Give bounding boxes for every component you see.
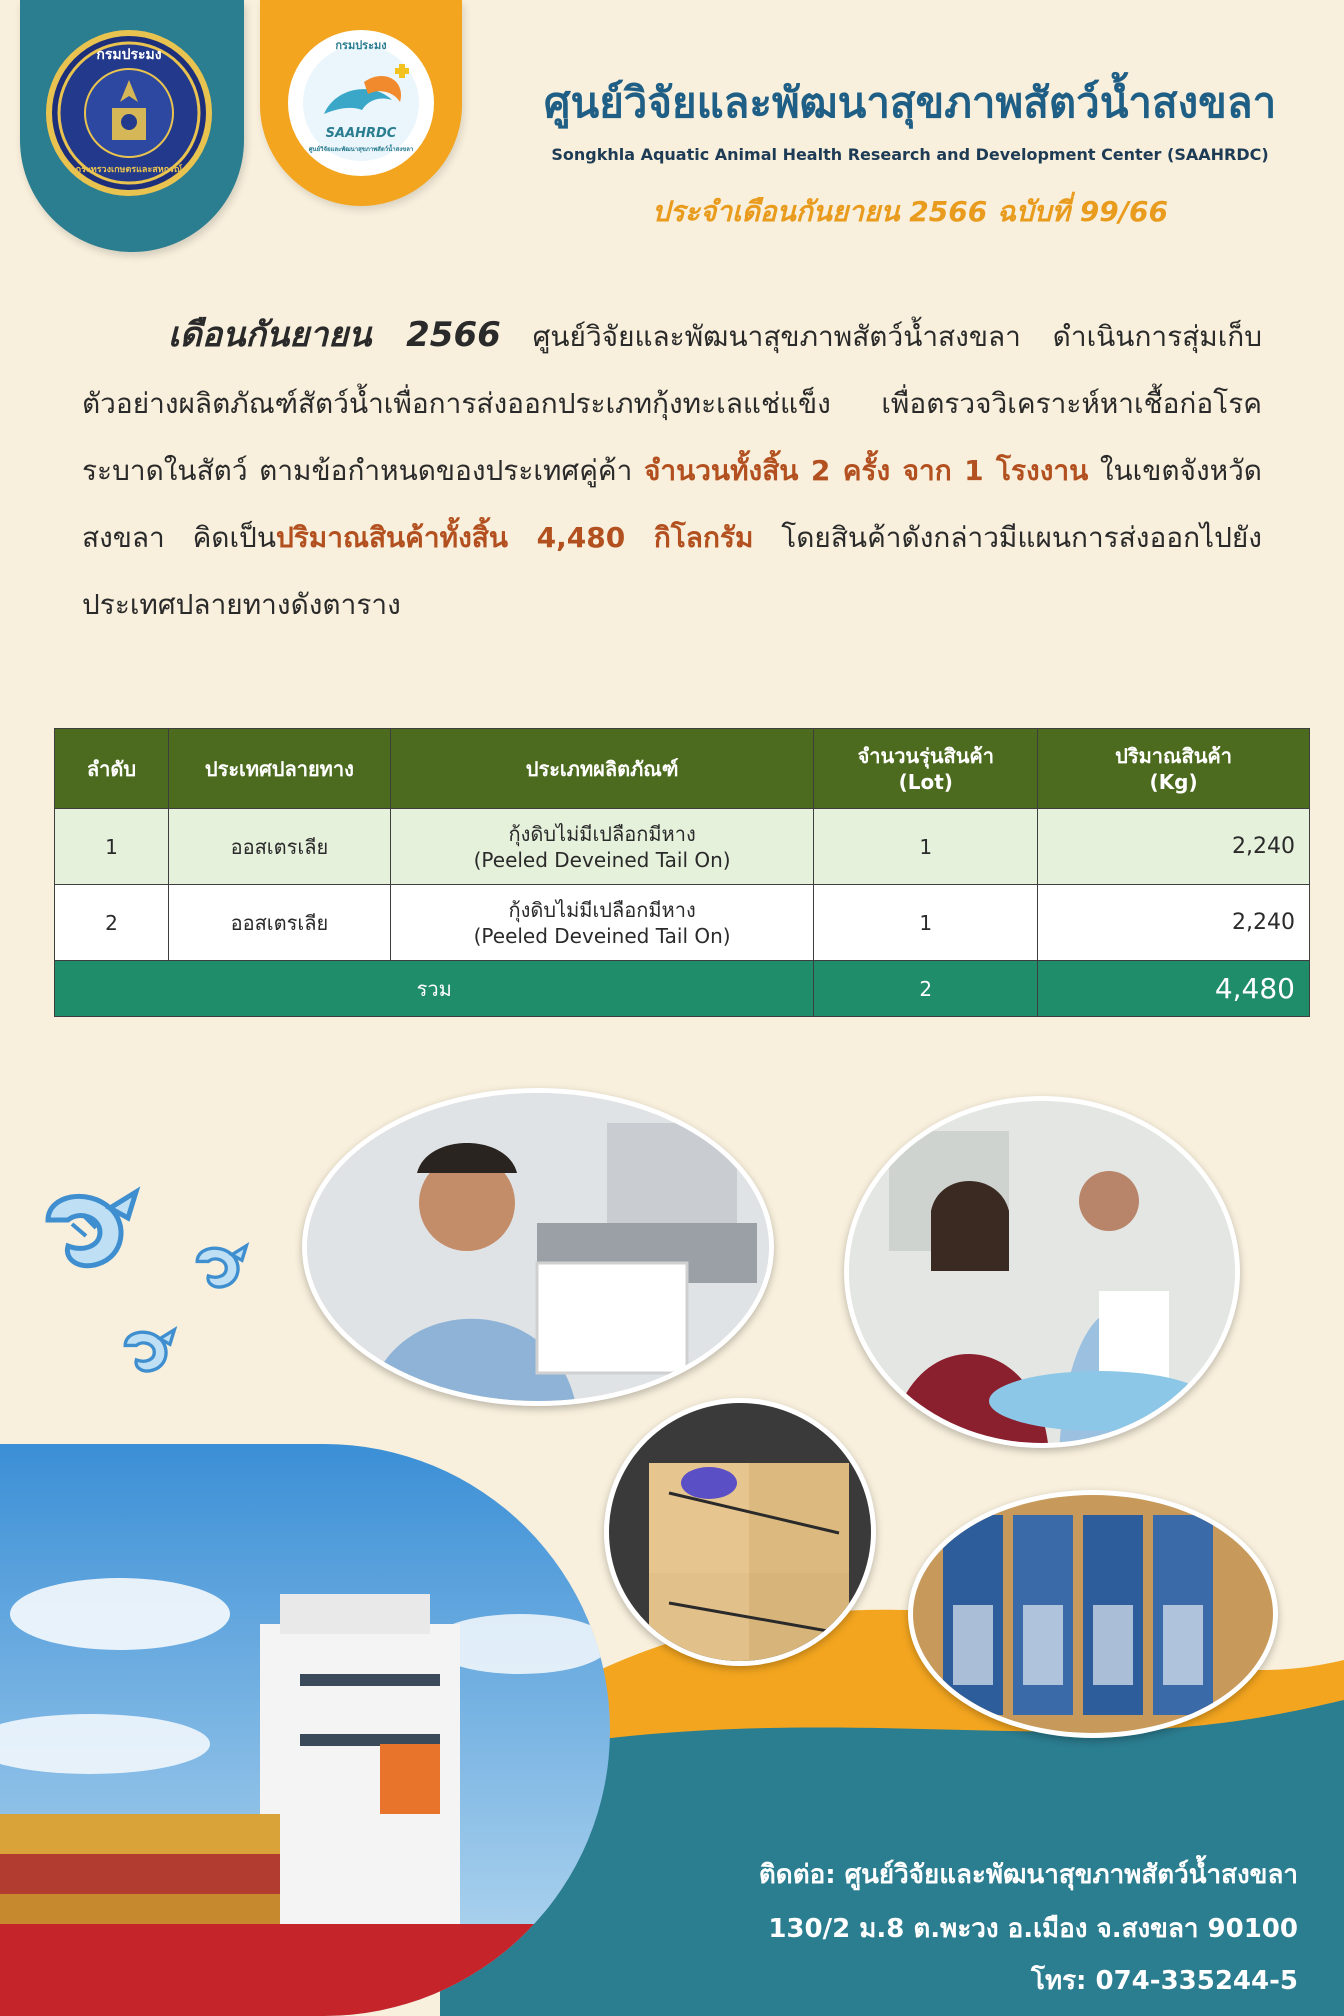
export-table <box>54 728 1310 1017</box>
lab-photo-signing-box <box>302 1088 774 1406</box>
page-title: ศูนย์วิจัยและพัฒนาสุขภาพสัตว์น้ำสงขลา <box>543 78 1277 127</box>
seal-bottom-text: กระทรวงเกษตรและสหกรณ์ <box>75 165 183 175</box>
header-quantity <box>1038 729 1310 809</box>
row-no: 1 <box>55 809 169 885</box>
table-row <box>55 885 1310 961</box>
table-row <box>55 809 1310 885</box>
header-lot-line2: (Lot) <box>898 769 953 794</box>
row-product-th: กุ้งดิบไม่มีเปลือกมีหาง <box>508 897 696 922</box>
intro-text-3: โดยสินค้าดังกล่าวมีแผนการส่งออกไปยังประเทศปลายทางดังตาราง <box>82 521 1262 621</box>
row-product-th: กุ้งดิบไม่มีเปลือกมีหาง <box>508 821 696 846</box>
page-subtitle: Songkhla Aquatic Animal Health Research and Development Center (SAAHRDC) <box>551 145 1269 164</box>
header-product: ประเภทผลิตภัณฑ์ <box>390 729 814 809</box>
total-label: รวม <box>55 961 814 1017</box>
department-of-fisheries-seal <box>46 30 212 196</box>
photo-shrimp-packages <box>908 1490 1278 1738</box>
footer-contact: ติดต่อ: ศูนย์วิจัยและพัฒนาสุขภาพสัตว์น้ำสงขลา <box>758 1860 1298 1890</box>
table-total-row <box>55 961 1310 1017</box>
header-lot <box>814 729 1038 809</box>
header-qty-line1: ปริมาณสินค้า <box>1115 743 1233 768</box>
shrimp-icon <box>186 1238 252 1296</box>
photo-sealing-boxes <box>604 1398 876 1666</box>
shrimp-icon <box>28 1180 146 1280</box>
intro-paragraph <box>82 302 1262 638</box>
row-no: 2 <box>55 885 169 961</box>
logo-center-text: SAAHRDC <box>325 126 397 141</box>
shrimp-icon <box>114 1322 180 1380</box>
logo-top-text: กรมประมง <box>335 39 387 52</box>
saahrdc-logo <box>288 30 434 176</box>
header-country: ประเทศปลายทาง <box>168 729 390 809</box>
footer-address: 130/2 ม.8 ต.พะวง อ.เมือง จ.สงขลา 90100 <box>768 1914 1298 1944</box>
row-quantity: 2,240 <box>1038 809 1310 885</box>
cargo-ship-photo <box>0 1444 610 2016</box>
row-product-en: (Peeled Deveined Tail On) <box>473 847 731 872</box>
total-lot: 2 <box>814 961 1038 1017</box>
intro-text-2: ในเขตจังหวัดสงขลา คิดเป็น <box>82 454 1262 554</box>
footer-phone: โทร: 074-335244-5 <box>1030 1966 1298 1996</box>
seal-top-text: กรมประมง <box>96 47 162 63</box>
intro-lead: เดือนกันยายน 2566 <box>168 315 501 355</box>
header-lot-line1: จำนวนรุ่นสินค้า <box>857 743 995 768</box>
row-country: ออสเตรเลีย <box>168 809 390 885</box>
table-header-row <box>55 729 1310 809</box>
intro-text-1: ศูนย์วิจัยและพัฒนาสุขภาพสัตว์น้ำสงขลา ดำเนินการสุ่มเก็บตัวอย่างผลิตภัณฑ์สัตว์น้ำเพื่อการส่งออกประเภทกุ้งทะเลแช่แข็ง เพื่อตรวจวิเคราะห์หาเชื้อก่อโรคระบาดในสัตว์ ตามข้อกำหนดของประเทศคู่ค้า <box>82 320 1262 487</box>
intro-highlight-count: จำนวนทั้งสิ้น 2 ครั้ง จาก 1 โรงงาน <box>643 454 1089 487</box>
row-lot: 1 <box>814 809 1038 885</box>
row-product-en: (Peeled Deveined Tail On) <box>473 923 731 948</box>
intro-highlight-quantity: ปริมาณสินค้าทั้งสิ้น 4,480 กิโลกรัม <box>275 521 754 554</box>
row-country: ออสเตรเลีย <box>168 885 390 961</box>
row-product <box>390 885 814 961</box>
lab-photo-inspecting-sample <box>844 1096 1240 1448</box>
header-no: ลำดับ <box>55 729 169 809</box>
logo-bottom-text: ศูนย์วิจัยและพัฒนาสุขภาพสัตว์น้ำสงขลา <box>308 146 414 153</box>
row-quantity: 2,240 <box>1038 885 1310 961</box>
issue-label: ประจำเดือนกันยายน 2566 ฉบับที่ 99/66 <box>652 195 1168 228</box>
header-qty-line2: (Kg) <box>1149 769 1198 794</box>
row-lot: 1 <box>814 885 1038 961</box>
total-quantity: 4,480 <box>1038 961 1310 1017</box>
row-product <box>390 809 814 885</box>
